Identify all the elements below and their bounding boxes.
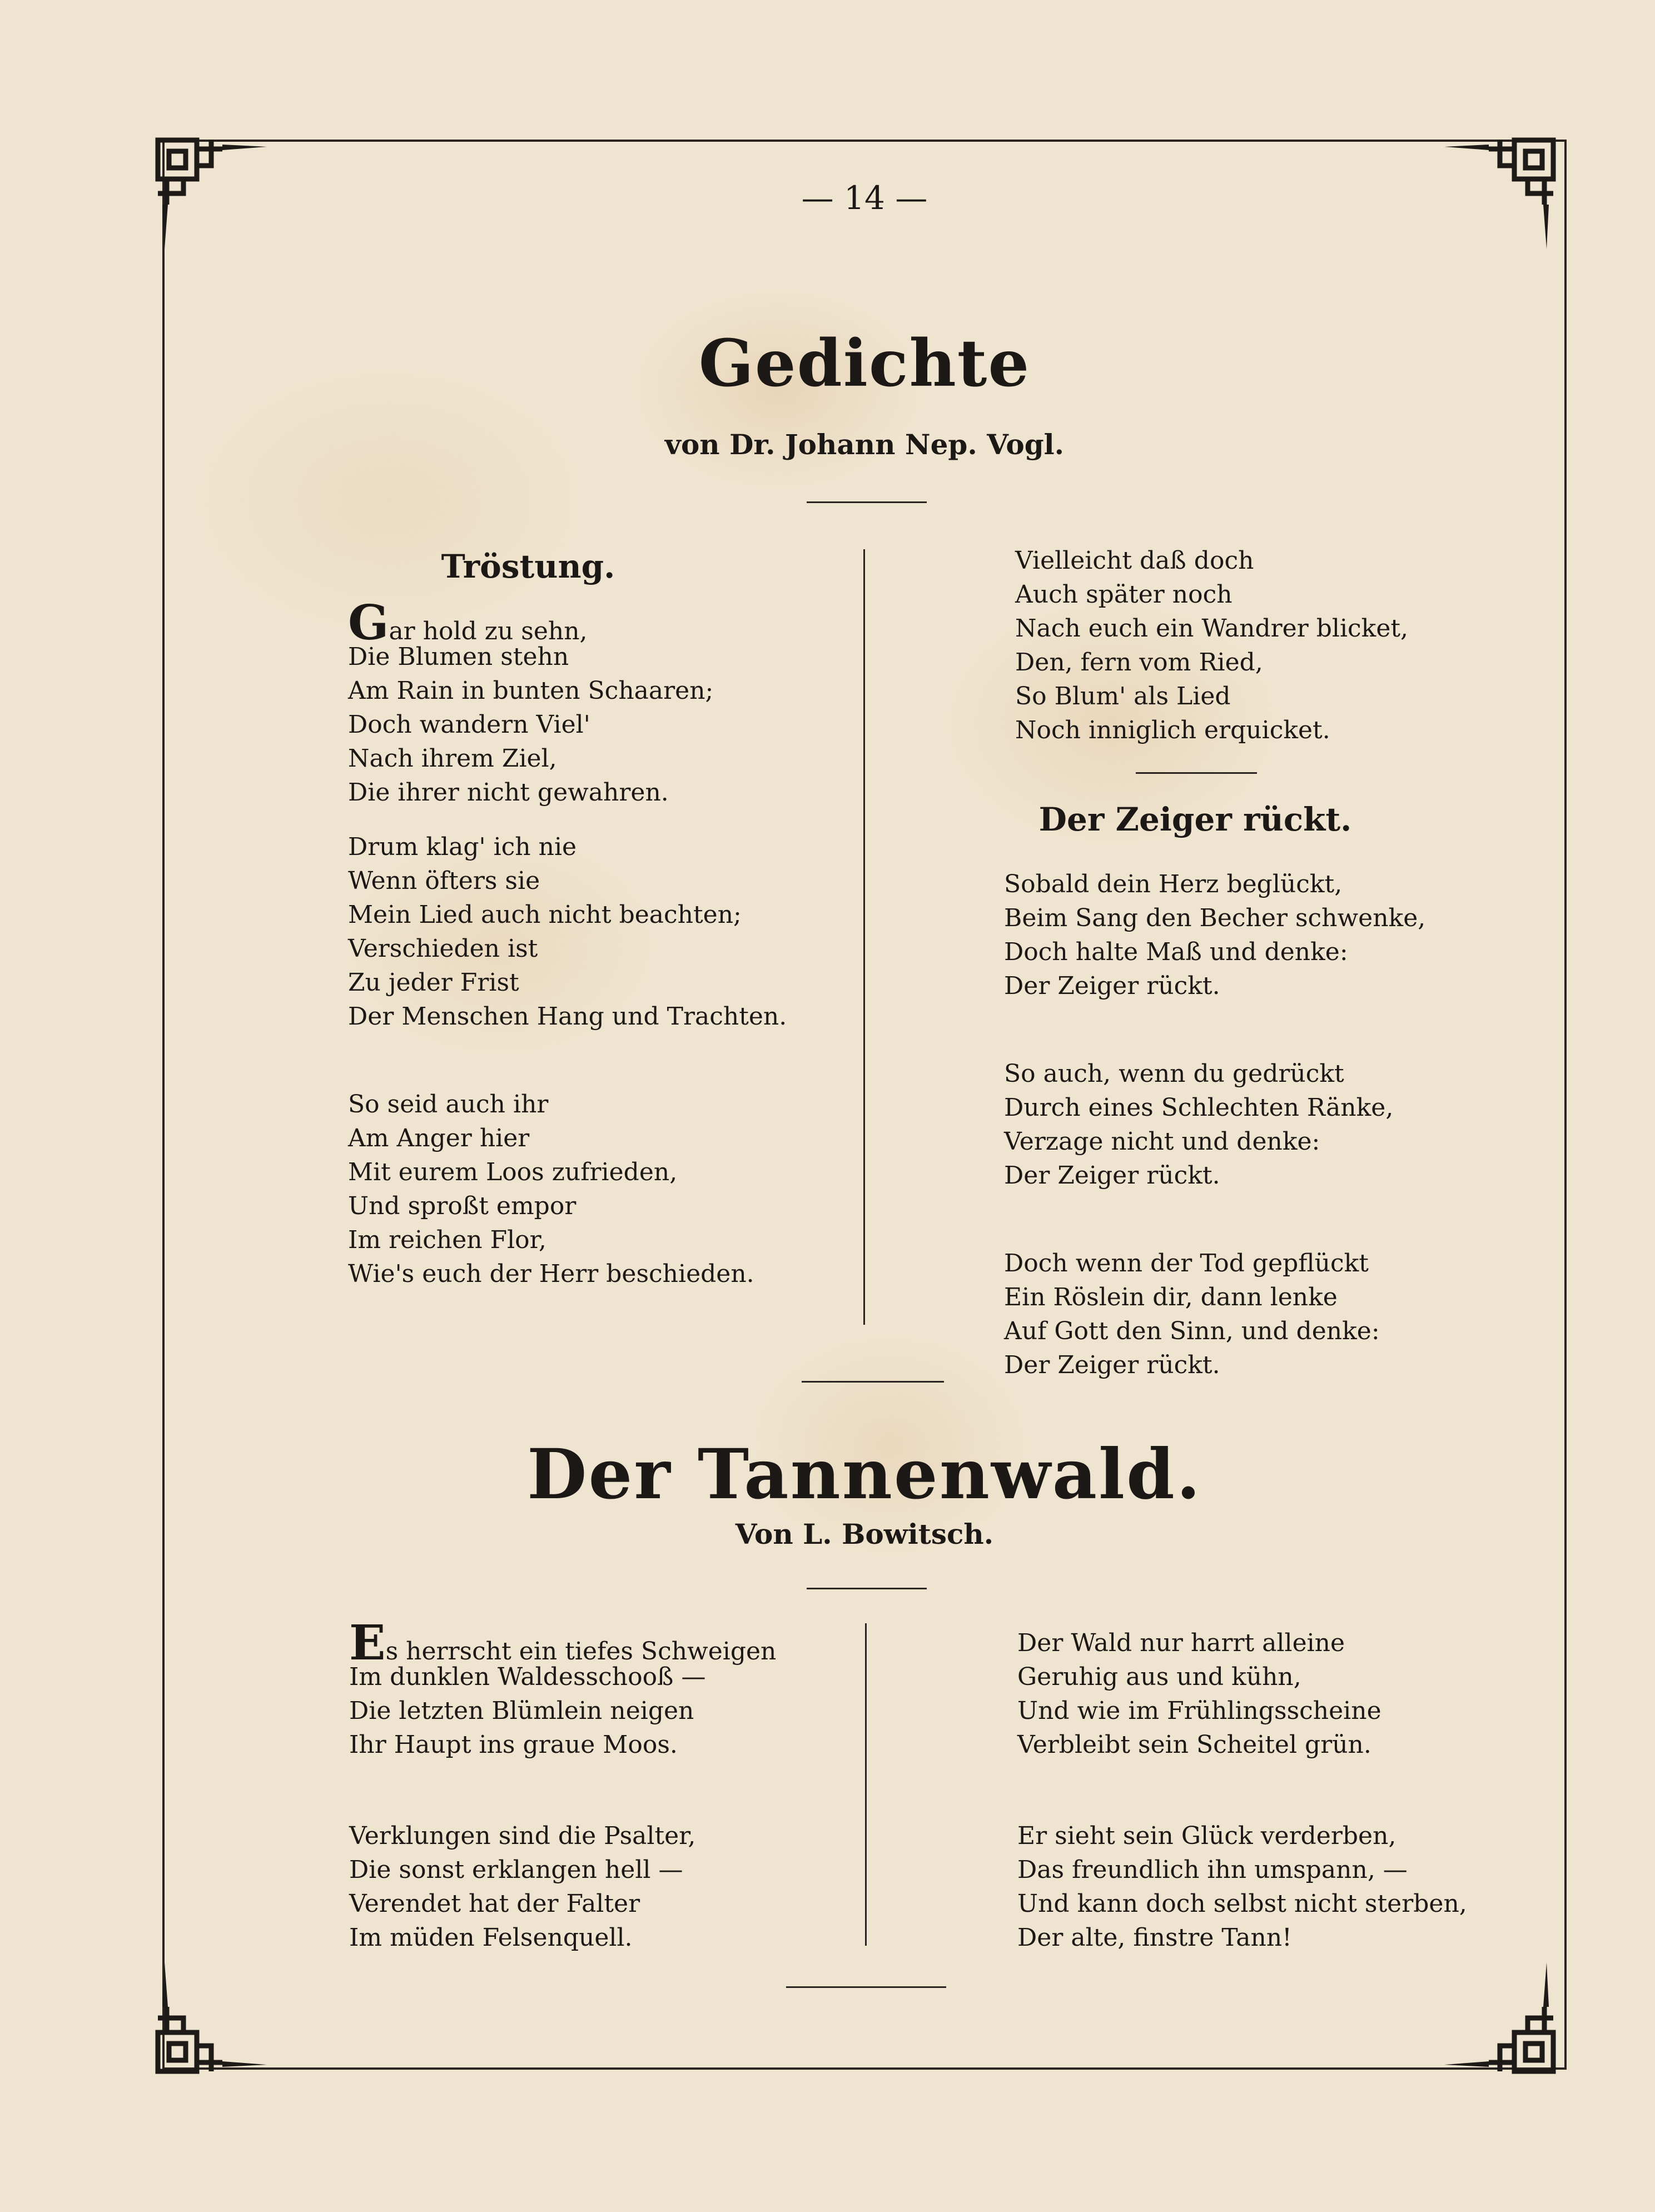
poem-line: Ihr Haupt ins graue Moos. [349, 1731, 678, 1759]
poem-line: Nach euch ein Wandrer blicket, [1015, 614, 1409, 643]
poem-tannenwald-right-column [1017, 1626, 1467, 1955]
poem-line: Die sonst erklangen hell — [349, 1856, 683, 1884]
poem-line: So Blum' als Lied [1015, 682, 1231, 710]
poem-line: Und kann doch selbst nicht sterben, [1017, 1890, 1467, 1918]
poem-line: Und sproßt empor [348, 1192, 576, 1220]
poem-line: Im dunklen Waldesschooß — [349, 1663, 706, 1691]
poem-troestung-right-column [1015, 544, 1408, 747]
corner-ornament-bottom-right [1439, 1957, 1561, 2079]
poem-line: Beim Sang den Becher schwenke, [1004, 904, 1426, 932]
poem-line: Den, fern vom Ried, [1015, 648, 1263, 677]
poem-line: Mein Lied auch nicht beachten; [348, 901, 742, 929]
poem-line: Und wie im Frühlingsscheine [1017, 1697, 1381, 1725]
poem-line: Nach ihrem Ziel, [348, 744, 557, 773]
poem-line: Mit eurem Loos zufrieden, [348, 1158, 678, 1186]
poem-line: Zu jeder Frist [348, 968, 519, 997]
section-title-gedichte: Gedichte [698, 326, 1031, 401]
poem-line: Doch halte Maß und denke: [1004, 938, 1348, 966]
divider [1136, 772, 1257, 774]
poem-title-der-zeiger-rueckt: Der Zeiger rückt. [1038, 801, 1352, 838]
poem-line: Durch eines Schlechten Ränke, [1004, 1093, 1394, 1122]
poem-line: Es herrscht ein tiefes Schweigen [349, 1615, 777, 1671]
poem-line: Die Blumen stehn [348, 643, 569, 671]
poem-line: Der alte, finstre Tann! [1017, 1923, 1292, 1952]
poem-line: Verbleibt sein Scheitel grün. [1017, 1731, 1371, 1759]
poem-line: Das freundlich ihn umspann, — [1017, 1856, 1408, 1884]
page-number: — 14 — [801, 179, 928, 217]
poem-line: Drum klag' ich nie [348, 833, 577, 861]
poem-line: Gar hold zu sehn, [348, 595, 588, 651]
poem-line: Am Rain in bunten Schaaren; [348, 677, 714, 705]
poem-der-zeiger-rueckt [1004, 867, 1425, 1382]
poem-line: Die letzten Blümlein neigen [349, 1697, 694, 1725]
divider [802, 1381, 944, 1383]
poem-line: Im reichen Flor, [348, 1226, 546, 1254]
poem-line: So auch, wenn du gedrückt [1004, 1060, 1344, 1088]
poem-line: Doch wenn der Tod gepflückt [1004, 1249, 1369, 1278]
poem-line: Doch wandern Viel' [348, 710, 590, 739]
poem-line: Noch inniglich erquicket. [1015, 716, 1330, 744]
divider [807, 501, 927, 503]
poem-line: Auf Gott den Sinn, und denke: [1004, 1317, 1380, 1345]
poem-line: Verzage nicht und denke: [1004, 1127, 1320, 1156]
poem-line: So seid auch ihr [348, 1090, 549, 1119]
poem-line: Wenn öfters sie [348, 867, 540, 895]
poem-line: Verschieden ist [348, 934, 538, 963]
poem-line: Auch später noch [1015, 580, 1232, 609]
poem-tannenwald-left-column [349, 1615, 777, 1955]
poem-line: Vielleicht daß doch [1015, 546, 1254, 575]
poem-line: Der Zeiger rückt. [1004, 1161, 1220, 1190]
poem-line: Geruhig aus und kühn, [1017, 1663, 1301, 1691]
divider [786, 1986, 946, 1988]
poem-line: Der Zeiger rückt. [1004, 972, 1220, 1000]
section-author-bowitsch: Von L. Bowitsch. [735, 1518, 994, 1550]
poem-line: Der Wald nur harrt alleine [1017, 1629, 1345, 1657]
poem-troestung-left-column [348, 595, 787, 1291]
poem-line: Am Anger hier [348, 1124, 530, 1152]
poem-line: Im müden Felsenquell. [349, 1923, 633, 1952]
poem-line: Ein Röslein dir, dann lenke [1004, 1283, 1338, 1311]
poem-line: Sobald dein Herz beglückt, [1004, 870, 1343, 898]
poem-title-troestung: Tröstung. [441, 548, 615, 585]
poem-line: Er sieht sein Glück verderben, [1017, 1822, 1396, 1850]
poem-line: Der Zeiger rückt. [1004, 1351, 1220, 1379]
poem-line: Verendet hat der Falter [349, 1890, 640, 1918]
poem-line: Die ihrer nicht gewahren. [348, 778, 669, 807]
column-divider [865, 1623, 867, 1946]
poem-line: Wie's euch der Herr beschieden. [348, 1260, 754, 1288]
poem-line: Der Menschen Hang und Trachten. [348, 1002, 787, 1031]
column-divider [863, 549, 865, 1325]
corner-ornament-bottom-left [150, 1957, 272, 2079]
section-author-vogl: von Dr. Johann Nep. Vogl. [664, 428, 1065, 461]
divider [807, 1588, 927, 1589]
poem-line: Verklungen sind die Psalter, [349, 1822, 696, 1850]
section-title-der-tannenwald: Der Tannenwald. [526, 1434, 1202, 1515]
